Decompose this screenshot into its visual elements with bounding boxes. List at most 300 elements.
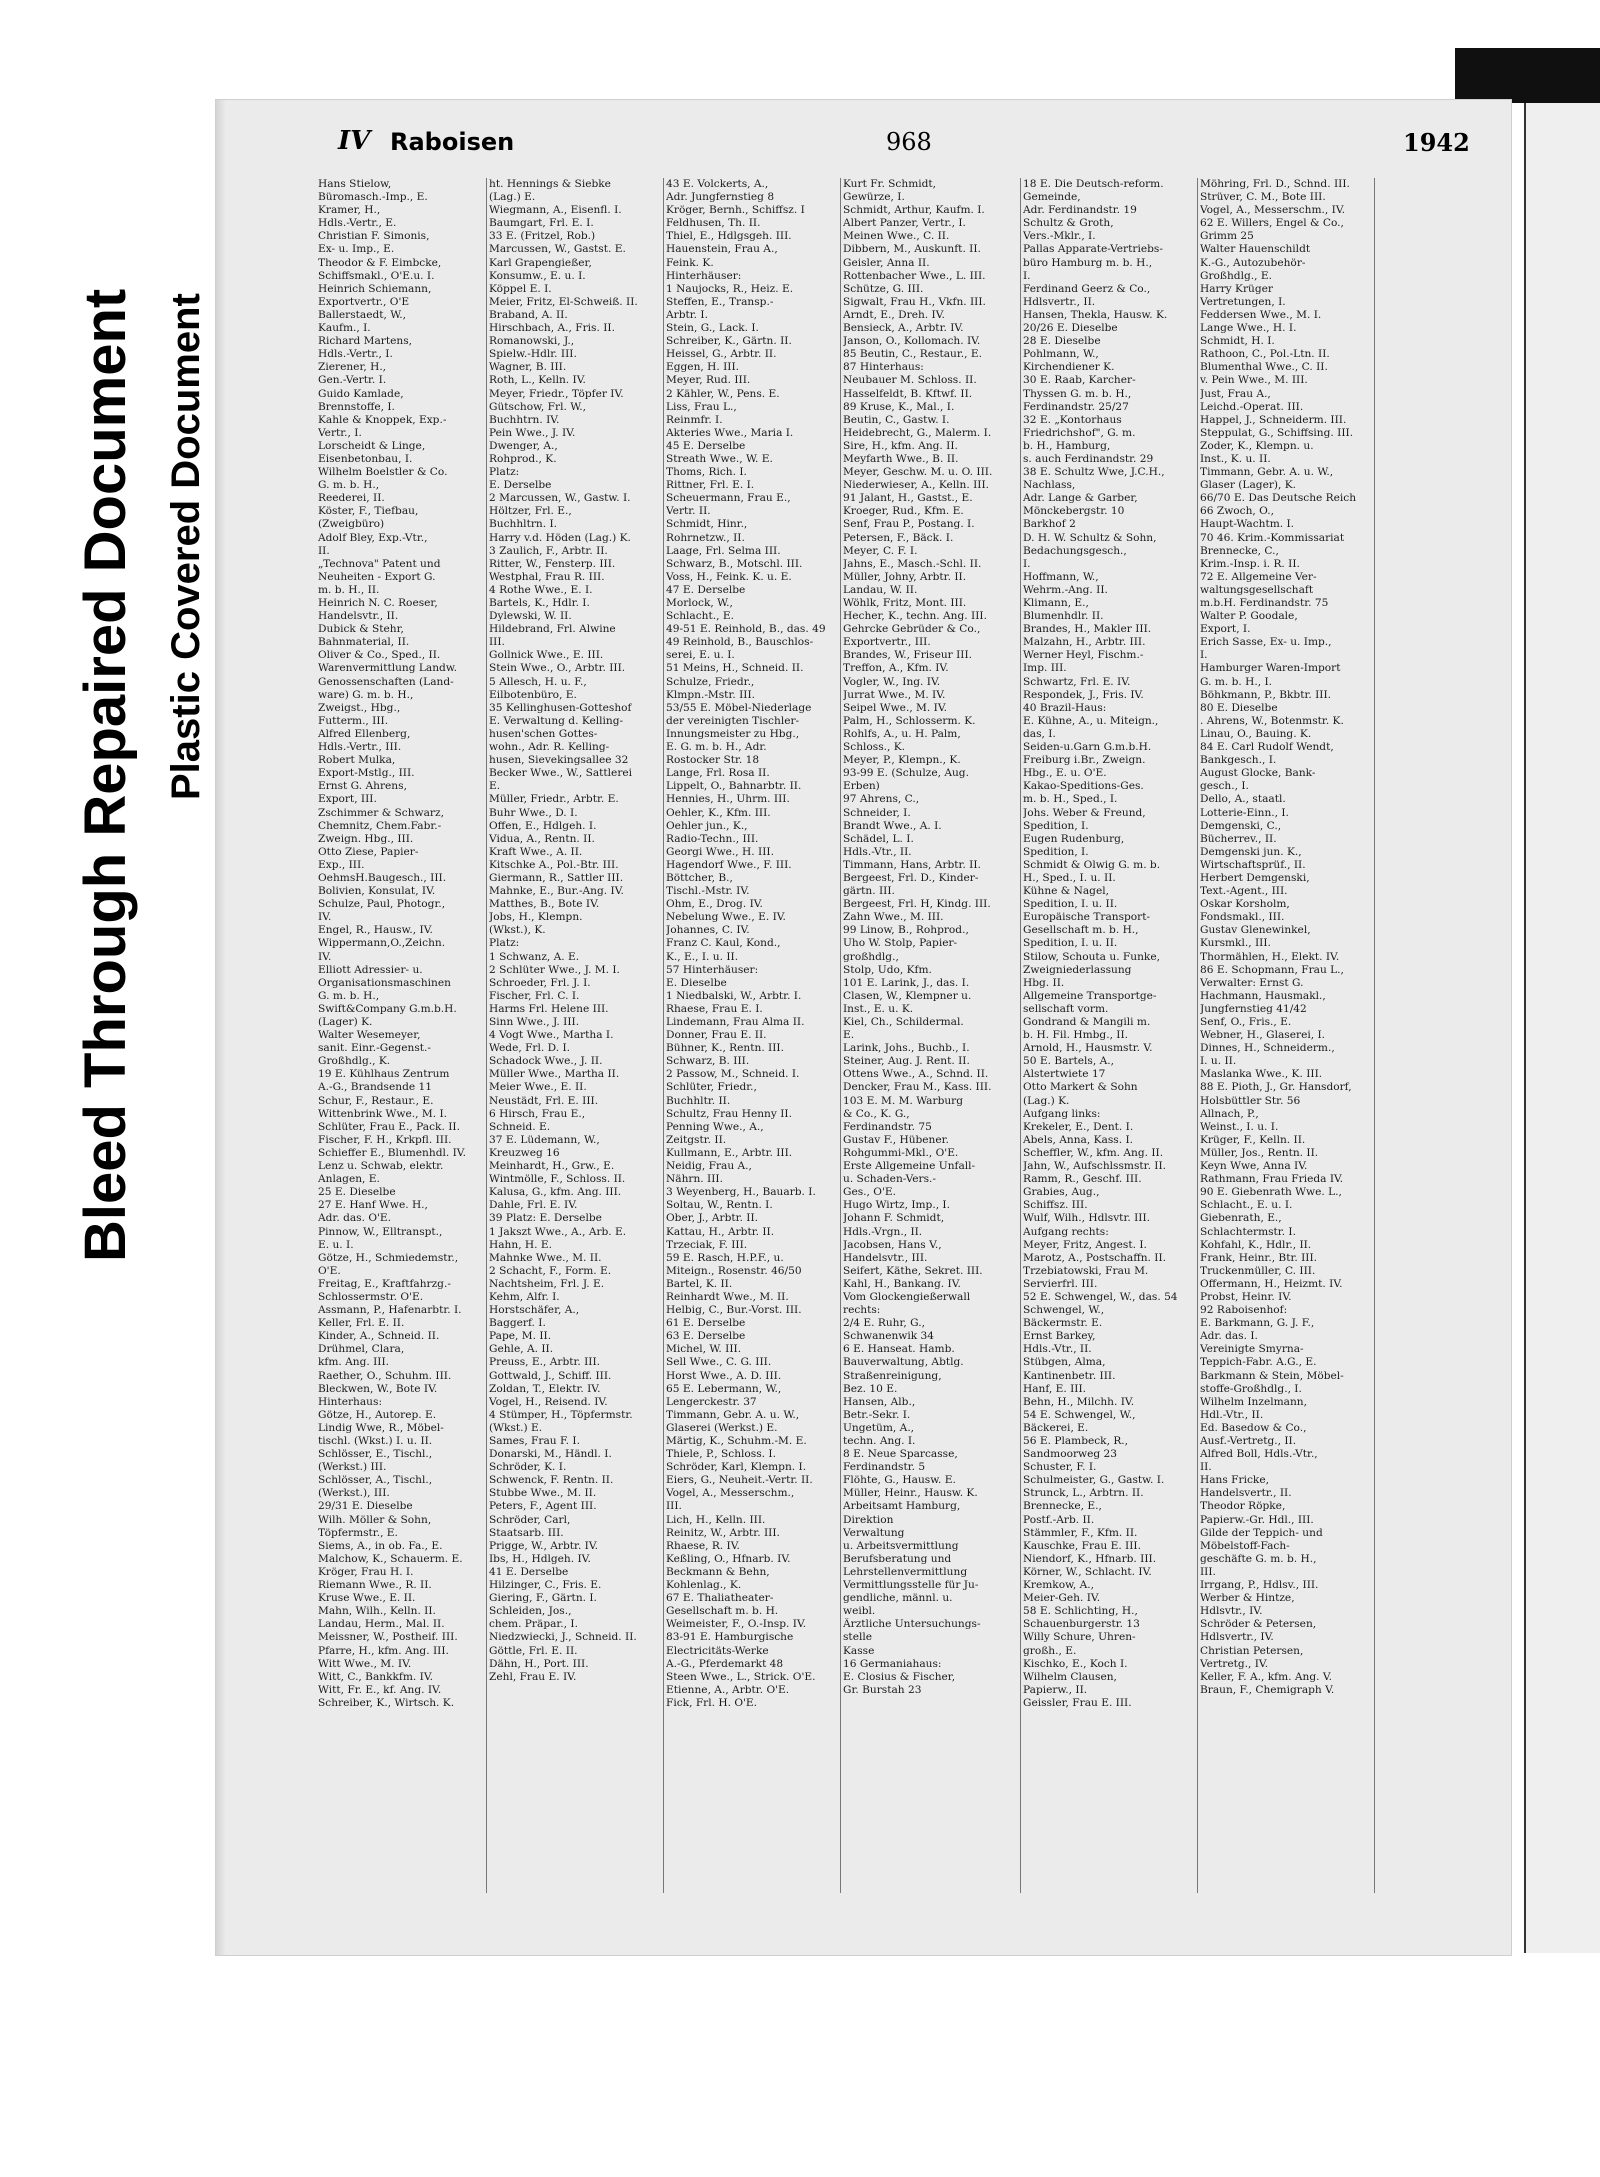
directory-entry: Oskar Korsholm, — [1200, 898, 1290, 911]
directory-entry: Kitschke A., Pol.-Btr. III. — [489, 858, 619, 871]
directory-entry: Reinitz, W., Arbtr. III. — [666, 1526, 780, 1539]
directory-entry: Eugen Rudenburg, — [1023, 832, 1125, 845]
directory-entry: Stein Wwe., O., Arbtr. III. — [489, 662, 626, 675]
directory-entry: Buchhtrn. IV. — [489, 413, 560, 426]
directory-entry: Stämmler, F., Kfm. II. — [1023, 1526, 1138, 1539]
directory-entry: Göttle, Frl. E. II. — [489, 1644, 578, 1657]
directory-entry: E. Closius & Fischer, — [843, 1670, 956, 1683]
directory-entry: Ferdinand Geerz & Co., — [1023, 282, 1151, 295]
directory-entry: waltungsgesellschaft — [1200, 583, 1314, 596]
directory-entry: Braband, A. II. — [489, 308, 568, 321]
directory-entry: ware) G. m. b. H., — [318, 688, 414, 701]
directory-entry: 6 E. Hanseat. Hamb. — [843, 1343, 955, 1356]
directory-entry: Hugo Wirtz, Imp., I. — [843, 1199, 950, 1212]
directory-entry: serei, E. u. I. — [666, 649, 735, 662]
directory-entry: Zierener, H., — [318, 361, 387, 374]
directory-entry: Großhdlg., K. — [318, 1055, 391, 1068]
directory-entry: Postf.-Arb. II. — [1023, 1513, 1095, 1526]
directory-entry: Böhkmann, P., Bkbtr. III. — [1200, 688, 1332, 701]
directory-entry: Baggerf. I. — [489, 1317, 546, 1330]
directory-entry: Schlüter, Friedr., — [666, 1081, 757, 1094]
directory-entry: Schroeder, Frl. J. I. — [489, 976, 591, 989]
directory-entry: E. Barkmann, G. J. F., — [1200, 1317, 1315, 1330]
directory-entry: Schlacht., E. — [666, 610, 734, 623]
directory-entry: E. Dieselbe — [666, 976, 727, 989]
directory-entry: Lich, H., Kelln. III. — [666, 1513, 766, 1526]
directory-entry: Giermann, R., Sattler III. — [489, 871, 624, 884]
directory-entry: Gehle, A. II. — [489, 1343, 554, 1356]
directory-entry: Thiel, E., Hdlgsgeh. III. — [666, 230, 792, 243]
directory-entry: das, I. — [1023, 727, 1056, 740]
directory-entry: 41 E. Derselbe — [489, 1565, 569, 1578]
directory-entry: Engel, R., Hausw., IV. — [318, 924, 433, 937]
directory-entry: Fischer, Frl. C. I. — [489, 989, 580, 1002]
directory-entry: Arbeitsamt Hamburg, — [843, 1500, 961, 1513]
directory-entry: Schmidt, H. I. — [1200, 335, 1275, 348]
directory-entry: Christian Petersen, — [1200, 1644, 1304, 1657]
directory-entry: Hdlsvtr., IV. — [1200, 1605, 1263, 1618]
directory-entry: Demgenski, C., — [1200, 819, 1282, 832]
directory-entry: Brennecke, E., — [1023, 1500, 1102, 1513]
directory-entry: Schuster, F. I. — [1023, 1461, 1097, 1474]
directory-entry: sanit. Einr.-Gegenst.- — [318, 1042, 431, 1055]
directory-entry: 49-51 E. Reinhold, B., das. 49 — [666, 623, 826, 636]
directory-entry: Just, Frau A., — [1200, 387, 1271, 400]
directory-entry: Meyfarth Wwe., B. II. — [843, 452, 959, 465]
directory-entry: 103 E. M. M. Warburg — [843, 1094, 964, 1107]
directory-entry: Gemeinde, — [1023, 191, 1081, 204]
directory-entry: Landau, Herm., Mal. II. — [318, 1618, 445, 1631]
directory-entry: Straßenreinigung, — [843, 1369, 942, 1382]
directory-entry: Donarski, M., Händl. I. — [489, 1448, 612, 1461]
directory-entry: Müller, Heinr., Hausw. K. — [843, 1487, 978, 1500]
directory-entry: Respondek, J., Fris. IV. — [1023, 688, 1144, 701]
directory-entry: Hecher, K., techn. Ang. III. — [843, 610, 987, 623]
directory-entry: Gottwald, J., Schiff. III. — [489, 1369, 612, 1382]
directory-entry: Brennstoffe, I. — [318, 400, 395, 413]
directory-entry: der vereinigten Tischler- — [666, 714, 800, 727]
directory-entry: Bauverwaltung, Abtlg. — [843, 1356, 964, 1369]
directory-entry: Bergeest, Frl. D., Kinder- — [843, 871, 979, 884]
directory-entry: Bleckwen, W., Bote IV. — [318, 1382, 438, 1395]
directory-entry: wohn., Adr. R. Kelling- — [489, 741, 610, 754]
directory-entry: Ärztliche Untersuchungs- — [843, 1618, 981, 1631]
directory-entry: Horstschäfer, A., — [489, 1304, 580, 1317]
directory-entry: Buchhltr. II. — [666, 1094, 731, 1107]
directory-entry: Thoms, Rich. I. — [666, 466, 747, 479]
directory-entry: Geissler, Frau E. III. — [1023, 1696, 1132, 1709]
directory-entry: Seiden-u.Garn G.m.b.H. — [1023, 741, 1152, 754]
directory-entry: Thormählen, H., Elekt. IV. — [1200, 950, 1340, 963]
directory-entry: Oehler, K., Kfm. III. — [666, 806, 771, 819]
directory-entry: 99 Linow, B., Rohprod., — [843, 924, 969, 937]
directory-entry: Körner, W., Schlacht. IV. — [1023, 1565, 1152, 1578]
directory-entry: Pinnow, W., Elltranspt., — [318, 1225, 443, 1238]
directory-entry: Nährn. III. — [666, 1173, 723, 1186]
directory-entry: Müller, Jos., Rentn. II. — [1200, 1146, 1319, 1159]
directory-entry: Köppel E. I. — [489, 282, 552, 295]
directory-entry: Treffon, A., Kfm. IV. — [843, 662, 949, 675]
directory-entry: E. G. m. b. H., Adr. — [666, 741, 767, 754]
directory-entry: Kröger, Frau H. I. — [318, 1565, 414, 1578]
directory-entry: Kalusa, G., kfm. Ang. III. — [489, 1186, 622, 1199]
directory-entry: Kasse — [843, 1644, 875, 1657]
directory-entry: 67 E. Thaliatheater- — [666, 1592, 774, 1605]
directory-entry: Schloss., K. — [843, 741, 906, 754]
directory-entry: Bäckermstr. E. — [1023, 1317, 1103, 1330]
directory-entry: Morlock, W., — [666, 597, 733, 609]
directory-entry: Ex- u. Imp., E. — [318, 243, 395, 256]
directory-entry: Adr. Jungfernstieg 8 — [666, 191, 775, 204]
directory-entry: Lotterie-Einn., I. — [1200, 806, 1289, 819]
directory-entry: Siems, A., in ob. Fa., E. — [318, 1539, 443, 1552]
directory-entry: Adr. Lange & Garber, — [1023, 492, 1138, 505]
directory-entry: 5 Allesch, H. u. F., — [489, 675, 587, 688]
directory-entry: Grabies, Aug., — [1023, 1186, 1100, 1199]
directory-entry: Aufgang rechts: — [1023, 1225, 1109, 1238]
directory-entry: Krekeler, E., Dent. I. — [1023, 1120, 1134, 1133]
directory-entry: Streath Wwe., W. E. — [666, 452, 773, 465]
directory-entry: Senf, Frau P., Postang. I. — [843, 518, 975, 531]
directory-entry: Papierw., II. — [1023, 1683, 1088, 1696]
directory-entry: Stubbe Wwe., M. II. — [489, 1487, 597, 1500]
directory-entry: Meyer, P., Klempn., K. — [843, 754, 961, 767]
directory-entry: II. — [1200, 1461, 1212, 1474]
directory-entry: Nachlass, — [1023, 479, 1076, 492]
directory-entry: Schwarz, B., Motschl. III. — [666, 557, 803, 570]
directory-entry: Eilbotenbüro, E. — [489, 688, 577, 701]
directory-entry: 18 E. Die Deutsch-reform. — [1023, 178, 1164, 190]
directory-entry: E. Kühne, A., u. Miteign., — [1023, 714, 1159, 727]
directory-entry: Schulze, Paul, Photogr., — [318, 898, 446, 911]
directory-entry: Liss, Frau L., — [666, 400, 737, 413]
directory-entry: Schlösser, E., Tischl., — [318, 1448, 433, 1461]
directory-entry: Ferdinandstr. 5 — [843, 1461, 926, 1474]
directory-entry: G. m. b. H., — [318, 989, 380, 1002]
directory-entry: Höltzer, Frl. E., — [489, 505, 572, 518]
directory-entry: Horst Wwe., A. D. III. — [666, 1369, 782, 1382]
directory-entry: Vertr., I. — [318, 426, 362, 439]
directory-entry: Betr.-Sekr. I. — [843, 1408, 911, 1421]
directory-entry: Schröder, Carl, — [489, 1513, 571, 1526]
directory-entry: Heinrich N. C. Roeser, — [318, 597, 438, 609]
directory-entry: Hdlsvertr., IV. — [1200, 1631, 1274, 1644]
directory-entry: Schmidt, Arthur, Kaufm. I. — [843, 204, 985, 217]
directory-entry: Westphal, Frau R. III. — [489, 570, 605, 583]
directory-entry: Kroeger, Rud., Kfm. E. — [843, 505, 964, 518]
directory-entry: Theodor Röpke, — [1200, 1500, 1286, 1513]
directory-entry: Laage, Frl. Selma III. — [666, 544, 781, 557]
directory-entry: Export-Mstlg., III. — [318, 767, 415, 780]
directory-entry: (Zweigbüro) — [318, 518, 385, 531]
scanner-edge-strip — [1455, 48, 1600, 103]
directory-entry: Hansen, Thekla, Hausw. K. — [1023, 308, 1168, 321]
directory-column-4 — [843, 178, 1006, 1923]
directory-entry: Innungsmeister zu Hbg., — [666, 727, 800, 740]
directory-entry: 62 E. Willers, Engel & Co., — [1200, 217, 1344, 230]
directory-entry: 91 Jalant, H., Gastst., E. — [843, 492, 973, 505]
directory-entry: 2 Kähler, W., Pens. E. — [666, 387, 780, 400]
directory-entry: Gehrcke Gebrüder & Co., — [843, 623, 981, 636]
directory-entry: Dencker, Frau M., Kass. III. — [843, 1081, 992, 1094]
directory-entry: Kramer, H., — [318, 204, 381, 217]
directory-entry: Jahns, E., Masch.-Schl. II. — [843, 557, 982, 570]
directory-entry: Seifert, Käthe, Sekret. III. — [843, 1264, 983, 1277]
directory-entry: Harry Krüger — [1200, 282, 1273, 295]
directory-entry: Spedition, I. — [1023, 819, 1089, 832]
directory-column-3 — [666, 178, 829, 1923]
directory-entry: K.-G., Autozubehör- — [1200, 256, 1306, 269]
directory-entry: Ausf.-Vertretg., II. — [1200, 1435, 1297, 1447]
directory-entry: Roth, L., Kelln. IV. — [489, 374, 586, 387]
directory-entry: husen, Sievekingsallee 32 — [489, 754, 629, 767]
directory-entry: Meinen Wwe., C. II. — [843, 230, 950, 243]
directory-entry: gärtn. III. — [843, 885, 895, 898]
directory-entry: Niederwieser, A., Kelln. III. — [843, 479, 990, 492]
directory-entry: 89 Kruse, K., Mal., I. — [843, 400, 955, 413]
directory-entry: Dähn, H., Port. III. — [489, 1657, 589, 1670]
directory-entry: Palm, H., Schlosserm. K. — [843, 714, 976, 727]
directory-entry: Wilh. Möller & Sohn, — [318, 1513, 432, 1526]
directory-entry: Thiele, P., Schloss. I. — [666, 1448, 776, 1461]
directory-entry: Märtig, K., Schuhm.-M. E. — [666, 1435, 807, 1447]
directory-entry: s. auch Ferdinandstr. 29 — [1023, 452, 1154, 465]
directory-entry: 37 E. Lüdemann, W., — [489, 1133, 600, 1146]
directory-entry: Kröger, Bernh., Schiffsz. I — [666, 204, 805, 217]
directory-entry: 39 Platz: E. Derselbe — [489, 1212, 602, 1225]
directory-entry: Walter Hauenschildt — [1200, 243, 1311, 256]
directory-entry: Schreiber, K., Wirtsch. K. — [318, 1696, 455, 1709]
directory-entry: Erben) — [843, 780, 880, 793]
directory-entry: 66 Zwoch, O., — [1200, 505, 1274, 518]
directory-entry: Demgenski jun. K., — [1200, 845, 1302, 858]
directory-entry: Hinterhäuser: — [666, 269, 742, 282]
directory-entry: Giering, F., Gärtn. I. — [489, 1592, 597, 1605]
directory-entry: Niendorf, K., Hfnarb. III. — [1023, 1552, 1157, 1565]
directory-entry: Petersen, F., Bäck. I. — [843, 531, 954, 544]
directory-entry: 4 Stümper, H., Töpfermstr. — [489, 1408, 633, 1421]
directory-entry: III. — [666, 1500, 682, 1513]
directory-entry: Jurrat Wwe., M. IV. — [843, 688, 946, 701]
directory-entry: b. H., Hamburg, — [1023, 439, 1111, 452]
directory-entry: Marotz, A., Postschaffn. II. — [1023, 1251, 1167, 1264]
directory-entry: Staatsarb. III. — [489, 1526, 564, 1539]
directory-entry: Bartels, K., Hdlr. I. — [489, 597, 590, 609]
directory-entry: Genossenschaften (Land- — [318, 675, 454, 688]
directory-entry: E. Derselbe — [489, 479, 552, 492]
directory-entry: (Lag.) E. — [489, 191, 536, 204]
directory-entry: E. u. I. — [318, 1238, 354, 1251]
directory-entry: Gewürze, I. — [843, 191, 905, 204]
page-number: 968 — [886, 128, 932, 156]
directory-entry: Janson, O., Kollomach. IV. — [843, 335, 981, 348]
directory-entry: Vers.-Mklr., I. — [1023, 230, 1096, 243]
directory-entry: m. b. H., II. — [318, 583, 380, 596]
directory-entry: Imp. III. — [1023, 662, 1067, 675]
directory-entry: Harry v.d. Höden (Lag.) K. — [489, 531, 631, 544]
directory-entry: Strunck, L., Arbtrn. II. — [1023, 1487, 1144, 1500]
directory-entry: Ferdinandstr. 25/27 — [1023, 400, 1129, 413]
directory-entry: Teppich-Fabr. A.G., E. — [1200, 1356, 1317, 1369]
directory-entry: Arnold, H., Hausmstr. V. — [1023, 1042, 1153, 1055]
directory-year: 1942 — [1403, 128, 1470, 157]
directory-entry: Zeitgstr. II. — [666, 1133, 727, 1146]
directory-entry: Wilhelm Clausen, — [1023, 1670, 1117, 1683]
directory-entry: Meyer, C. F. I. — [843, 544, 918, 557]
column-rule — [486, 178, 487, 1893]
column-rule — [840, 178, 841, 1893]
directory-entry: Brandes, H., Makler III. — [1023, 623, 1152, 636]
directory-entry: Ramm, R., Geschf. III. — [1023, 1173, 1142, 1186]
directory-entry: 6 Hirsch, Frau E., — [489, 1107, 586, 1120]
directory-entry: Nachtsheim, Frl. J. E. — [489, 1277, 605, 1290]
directory-entry: büro Hamburg m. b. H., — [1023, 256, 1153, 269]
directory-entry: Bensieck, A., Arbtr. IV. — [843, 322, 964, 335]
directory-entry: Neidig, Frau A., — [666, 1160, 752, 1173]
directory-entry: Senf, O., Fris., E. — [1200, 1016, 1292, 1028]
directory-entry: Vertretungen, I. — [1200, 295, 1286, 308]
directory-entry: Export, III. — [318, 793, 377, 806]
directory-entry: Inst., K. u. II. — [1200, 452, 1271, 465]
directory-entry: Hdls.-Vtr., II. — [1023, 1343, 1092, 1356]
directory-entry: Götze, H., Autorep. E. — [318, 1408, 437, 1421]
directory-entry: Prigge, W., Arbtr. IV. — [489, 1539, 599, 1552]
directory-entry: Ferdinandstr. 75 — [843, 1120, 932, 1133]
directory-entry: Mönckebergstr. 10 — [1023, 505, 1125, 518]
directory-entry: Harms Frl. Helene III. — [489, 1002, 609, 1015]
directory-entry: Meier Wwe., E. II. — [489, 1081, 587, 1094]
directory-entry: Adr. das. O'E. — [318, 1212, 392, 1225]
directory-column-2 — [489, 178, 652, 1923]
directory-entry: Kinder, A., Schneid. II. — [318, 1330, 440, 1343]
directory-entry: Sames, Frau F. I. — [489, 1435, 580, 1447]
directory-entry: Spedition, I. — [1023, 845, 1089, 858]
directory-entry: Jobs, H., Klempn. — [489, 911, 583, 924]
directory-entry: Hans Fricke, — [1200, 1474, 1269, 1487]
directory-entry: stelle — [843, 1631, 873, 1644]
directory-entry: 59 E. Rasch, H.P.F., u. — [666, 1251, 784, 1264]
directory-entry: Reinhardt Wwe., M. II. — [666, 1290, 789, 1303]
directory-entry: 83-91 E. Hamburgische — [666, 1631, 794, 1644]
directory-entry: Gollnick Wwe., E. III. — [489, 649, 604, 662]
directory-entry: Rathmann, Frau Frieda IV. — [1200, 1173, 1344, 1186]
directory-entry: Zschimmer & Schwarz, — [318, 806, 444, 819]
directory-entry: Organisationsmaschinen — [318, 976, 451, 989]
directory-entry: Lengerckestr. 37 — [666, 1395, 757, 1408]
directory-entry: Brandes, W., Friseur III. — [843, 649, 973, 662]
directory-entry: Müller, Johny, Arbtr. II. — [843, 570, 967, 583]
directory-entry: Haupt-Wachtm. I. — [1200, 518, 1295, 531]
directory-entry: 32 E. „Kontorhaus — [1023, 413, 1122, 426]
directory-entry: Meyer, Fritz, Angest. I. — [1023, 1238, 1147, 1251]
directory-entry: Weinst., I. u. I. — [1200, 1120, 1279, 1133]
directory-entry: Erich Sasse, Ex- u. Imp., — [1200, 636, 1332, 649]
directory-entry: Meier-Geh. IV. — [1023, 1592, 1101, 1605]
directory-entry: Freitag, E., Kraftfahrzg.- — [318, 1277, 451, 1290]
page-header — [338, 126, 1470, 166]
directory-entry: (Lag.) K. — [1023, 1094, 1070, 1107]
directory-entry: Theodor & F. Eimbcke, — [318, 256, 442, 269]
directory-entry: Pein Wwe., J. IV. — [489, 426, 576, 439]
directory-entry: chem. Präpar., I. — [489, 1618, 578, 1631]
directory-entry: Wöhlk, Fritz, Mont. III. — [843, 597, 967, 609]
directory-entry: 57 Hinterhäuser: — [666, 963, 759, 976]
directory-entry: Gesellschaft m. b. H. — [666, 1605, 779, 1618]
directory-entry: Akteries Wwe., Maria I. — [666, 426, 794, 439]
directory-entry: Papierw.-Gr. Hdl., III. — [1200, 1513, 1314, 1526]
directory-entry: Schiffsz. III. — [1023, 1199, 1088, 1212]
directory-entry: Schmidt & Olwig G. m. b. — [1023, 858, 1161, 871]
directory-entry: Offermann, H., Heizmt. IV. — [1200, 1277, 1343, 1290]
directory-entry: Probst, Heinr. IV. — [1200, 1290, 1292, 1303]
directory-entry: stoffe-Großhdlg., I. — [1200, 1382, 1302, 1395]
directory-entry: Spedition, I. u. II. — [1023, 937, 1118, 950]
directory-entry: Christian F. Simonis, — [318, 230, 430, 243]
directory-entry: E. — [843, 1029, 855, 1042]
directory-entry: Kohfahl, K., Hdlr., II. — [1200, 1238, 1312, 1251]
directory-entry: Alstertwiete 17 — [1023, 1068, 1106, 1081]
directory-entry: 1 Schwanz, A. E. — [489, 950, 580, 963]
directory-entry: Hoffmann, W., — [1023, 570, 1099, 583]
directory-entry: IV. — [318, 911, 332, 924]
directory-entry: Jungfernstieg 41/42 — [1200, 1002, 1307, 1015]
directory-entry: Export, I. — [1200, 623, 1251, 636]
directory-entry: Oliver & Co., Sped., II. — [318, 649, 441, 662]
directory-entry: 61 E. Derselbe — [666, 1317, 746, 1330]
directory-entry: Hauenstein, Frau A., — [666, 243, 778, 256]
directory-entry: b. H. Fil. Hmbg., II. — [1023, 1029, 1129, 1042]
directory-entry: Oehler jun., K., — [666, 819, 748, 832]
directory-entry: Hagendorf Wwe., F. III. — [666, 858, 792, 871]
page-binding-shadow — [216, 100, 226, 1955]
directory-entry: Krim.-Insp. i. R. II. — [1200, 557, 1300, 570]
directory-entry: sellschaft vorm. — [1023, 1002, 1109, 1015]
directory-entry: Klimann, E., — [1023, 597, 1089, 609]
directory-entry: IV. — [318, 950, 332, 963]
directory-entry: 29/31 E. Dieselbe — [318, 1500, 413, 1513]
directory-entry: Inst., E. u. K. — [843, 1002, 914, 1015]
directory-entry: Ibs, H., Hdlgeh. IV. — [489, 1552, 591, 1565]
directory-entry: Truckenmüller, C. III. — [1200, 1264, 1316, 1277]
directory-entry: Lenz u. Schwab, elektr. — [318, 1160, 444, 1173]
directory-entry: Müller, Friedr., Arbtr. E. — [489, 793, 619, 806]
directory-entry: Gustav F., Hübener. — [843, 1133, 949, 1146]
directory-entry: Steiner, Aug. J. Rent. II. — [843, 1055, 970, 1068]
directory-entry: Schädel, L. I. — [843, 832, 914, 845]
directory-entry: Flöhte, G., Hausw. E. — [843, 1474, 956, 1487]
directory-entry: Servierfrl. III. — [1023, 1277, 1098, 1290]
directory-entry: geschäfte G. m. b. H., — [1200, 1552, 1317, 1565]
directory-column-5 — [1023, 178, 1186, 1923]
directory-entry: K., E., I. u. II. — [666, 950, 739, 963]
directory-entry: Mahnke Wwe., M. II. — [489, 1251, 602, 1264]
directory-entry: Reinmfr. I. — [666, 413, 723, 426]
directory-entry: gesch., I. — [1200, 780, 1249, 793]
directory-entry: Stolp, Udo, Kfm. — [843, 963, 932, 976]
directory-entry: Jacobsen, Hans V., — [843, 1238, 942, 1251]
directory-entry: Bücherrev., II. — [1200, 832, 1277, 845]
directory-entry: 2 Marcussen, W., Gastw. I. — [489, 492, 631, 505]
directory-entry: Becker Wwe., W., Sattlerei — [489, 767, 633, 780]
directory-entry: Böttcher, B., — [666, 871, 733, 884]
directory-entry: 2 Passow, M., Schneid. I. — [666, 1068, 800, 1081]
directory-entry: Schreiber, K., Gärtn. II. — [666, 335, 792, 348]
directory-entry: Friedrichshof", G. m. — [1023, 426, 1136, 439]
directory-entry: Hildebrand, Frl. Alwine — [489, 623, 616, 636]
directory-entry: Hahn, H. E. — [489, 1238, 553, 1251]
directory-entry: 16 Germaniahaus: — [843, 1657, 942, 1670]
directory-entry: husen'schen Gottes- — [489, 727, 598, 740]
